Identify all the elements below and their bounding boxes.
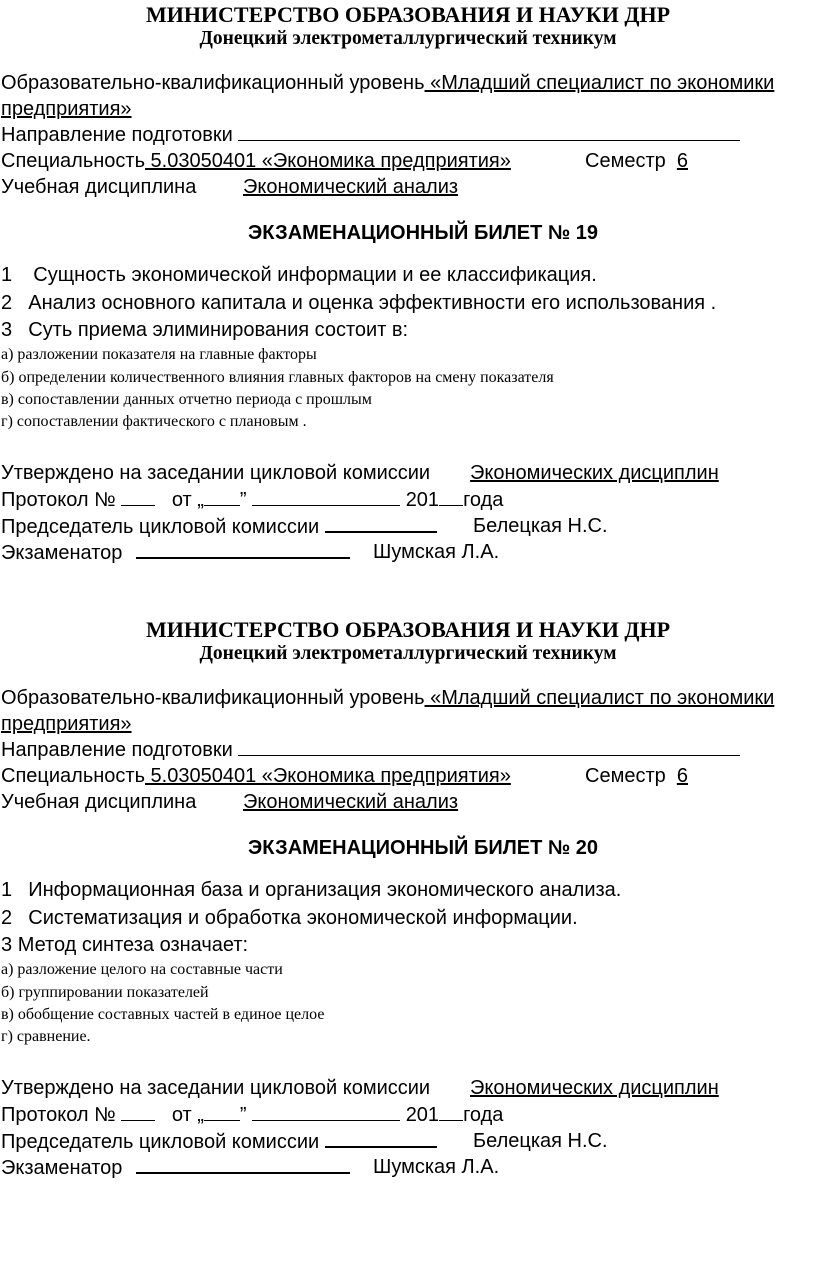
question-3 <box>1 319 408 342</box>
examiner-label: Экзаменатор <box>1 1157 123 1179</box>
protocol-line <box>1 1104 503 1127</box>
question-2 <box>1 292 716 315</box>
protocol-year-blank <box>439 489 463 506</box>
level-line <box>1 687 774 710</box>
question-number: 3 <box>1 934 13 956</box>
chair-line <box>1 515 437 539</box>
direction-blank <box>238 739 740 756</box>
chair-label: Председатель цикловой комиссии <box>1 1131 320 1153</box>
answer-option-d: г) сравнение. <box>1 1028 91 1045</box>
question-number: 2 <box>1 292 13 314</box>
level-value: «Младший специалист по экономики <box>424 687 775 709</box>
question-1 <box>1 264 597 287</box>
protocol-year: 201 <box>405 489 440 511</box>
level-label: Образовательно-квалификационный уровень <box>1 687 425 709</box>
protocol-number-blank <box>121 1104 155 1121</box>
protocol-number-blank <box>121 489 155 506</box>
exam-ticket-20 <box>0 615 816 1215</box>
answer-option-a: а) разложение целого на составные части <box>1 961 283 978</box>
semester-label: Семестр <box>585 150 666 172</box>
question-3 <box>1 934 248 957</box>
protocol-day-blank <box>204 1104 240 1121</box>
ticket-title: ЭКЗАМЕНАЦИОННЫЙ БИЛЕТ № 20 <box>248 837 598 859</box>
direction-line <box>1 739 740 762</box>
direction-blank <box>238 124 740 141</box>
question-text: Суть приема элиминирования состоит в: <box>28 319 409 341</box>
specialty-line <box>1 150 511 173</box>
protocol-label: Протокол № <box>1 1104 116 1126</box>
question-text: Сущность экономической информации и ее классификация. <box>33 264 597 286</box>
examiner-signature-blank <box>136 1156 350 1174</box>
approved-label: Утверждено на заседании цикловой комиссии <box>1 462 431 484</box>
protocol-month-blank <box>252 1104 400 1121</box>
question-text: Анализ основного капитала и оценка эффективности его использования . <box>28 292 717 314</box>
question-1 <box>1 879 621 902</box>
question-number: 1 <box>1 264 13 286</box>
chair-name: Белецкая Н.С. <box>473 1130 608 1152</box>
protocol-year-suffix: года <box>463 1104 504 1126</box>
approved-value: Экономических дисциплин <box>470 1077 719 1099</box>
examiner-signature-blank <box>136 541 350 559</box>
question-number: 3 <box>1 319 13 341</box>
question-text: Метод синтеза означает: <box>17 934 249 956</box>
answer-option-b: б) определении количественного влияния главных факторов на смену показателя <box>1 369 554 386</box>
level-label: Образовательно-квалификационный уровень <box>1 72 425 94</box>
protocol-from: от „ <box>171 489 204 511</box>
answer-option-b: б) группировании показателей <box>1 984 209 1001</box>
ticket-title: ЭКЗАМЕНАЦИОННЫЙ БИЛЕТ № 19 <box>248 222 598 244</box>
protocol-year: 201 <box>405 1104 440 1126</box>
college-heading: Донецкий электрометаллургический техникум <box>199 643 617 664</box>
question-text: Информационная база и организация экономического анализа. <box>28 879 622 901</box>
examiner-line <box>1 541 350 565</box>
question-2 <box>1 907 578 930</box>
specialty-label: Специальность <box>1 765 145 787</box>
protocol-year-suffix: года <box>463 489 504 511</box>
question-text: Систематизация и обработка экономической информации. <box>28 907 578 929</box>
answer-option-c: в) обобщение составных частей в единое целое <box>1 1006 325 1023</box>
examiner-name: Шумская Л.А. <box>373 1156 500 1178</box>
protocol-label: Протокол № <box>1 489 116 511</box>
ministry-heading: МИНИСТЕРСТВО ОБРАЗОВАНИЯ И НАУКИ ДНР <box>145 2 671 27</box>
level-value-continued: предприятия» <box>1 98 132 120</box>
examiner-name: Шумская Л.А. <box>373 541 500 563</box>
protocol-day-blank <box>204 489 240 506</box>
discipline-value: Экономический анализ <box>243 791 459 813</box>
direction-line <box>1 124 740 147</box>
protocol-line <box>1 489 503 512</box>
chair-signature-blank <box>325 1130 437 1148</box>
direction-label: Направление подготовки <box>1 739 233 761</box>
level-value-continued: предприятия» <box>1 713 132 735</box>
question-number: 2 <box>1 907 13 929</box>
semester-value: 6 <box>676 150 688 172</box>
specialty-line <box>1 765 511 788</box>
protocol-month-blank <box>252 489 400 506</box>
semester-value: 6 <box>676 765 688 787</box>
ministry-heading: МИНИСТЕРСТВО ОБРАЗОВАНИЯ И НАУКИ ДНР <box>145 617 671 642</box>
specialty-value: 5.03050401 «Экономика предприятия» <box>144 765 511 787</box>
question-number: 1 <box>1 879 13 901</box>
protocol-from: от „ <box>171 1104 204 1126</box>
answer-option-c: в) сопоставлении данных отчетно периода с прошлым <box>1 391 372 408</box>
chair-name: Белецкая Н.С. <box>473 515 608 537</box>
specialty-label: Специальность <box>1 150 145 172</box>
approved-value: Экономических дисциплин <box>470 462 719 484</box>
chair-label: Председатель цикловой комиссии <box>1 516 320 538</box>
approved-label: Утверждено на заседании цикловой комиссии <box>1 1077 431 1099</box>
semester-line <box>585 765 688 788</box>
protocol-year-blank <box>439 1104 463 1121</box>
chair-line <box>1 1130 437 1154</box>
exam-ticket-19 <box>0 0 816 600</box>
examiner-line <box>1 1156 350 1180</box>
semester-label: Семестр <box>585 765 666 787</box>
level-value: «Младший специалист по экономики <box>424 72 775 94</box>
examiner-label: Экзаменатор <box>1 542 123 564</box>
chair-signature-blank <box>325 515 437 533</box>
protocol-quote: ” <box>239 1104 247 1126</box>
direction-label: Направление подготовки <box>1 124 233 146</box>
protocol-quote: ” <box>239 489 247 511</box>
discipline-value: Экономический анализ <box>243 176 459 198</box>
level-line <box>1 72 774 95</box>
discipline-label: Учебная дисциплина <box>1 791 197 813</box>
semester-line <box>585 150 688 173</box>
specialty-value: 5.03050401 «Экономика предприятия» <box>144 150 511 172</box>
discipline-label: Учебная дисциплина <box>1 176 197 198</box>
answer-option-a: а) разложении показателя на главные факторы <box>1 346 317 363</box>
college-heading: Донецкий электрометаллургический техникум <box>199 28 617 49</box>
answer-option-d: г) сопоставлении фактического с плановым . <box>1 413 307 430</box>
